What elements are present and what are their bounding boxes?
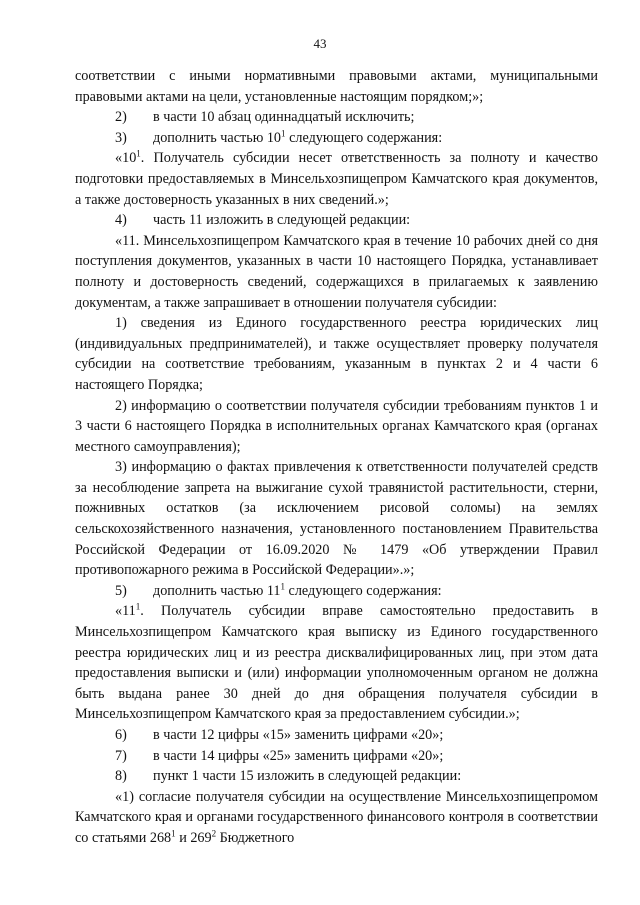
- superscript: 1: [135, 601, 141, 612]
- text-run: . Получатель субсидии несет ответственность за полноту и качество подготовки предоставляемых в Минсельхозпищепром Камчатского края документов, а также достоверность указанных в них сведений.»;: [75, 150, 598, 208]
- list-item-text: [153, 128, 598, 149]
- superscript: 1: [171, 828, 176, 839]
- paragraph: [75, 457, 598, 581]
- list-item-text: [153, 725, 598, 746]
- list-item-text: [153, 107, 598, 128]
- list-item: [75, 746, 598, 767]
- paragraph: [75, 313, 598, 395]
- text-run: следующего содержания:: [285, 129, 443, 146]
- paragraph: [75, 148, 598, 210]
- paragraph: [75, 787, 598, 849]
- list-item-text: [153, 746, 598, 767]
- list-item-number: 6): [115, 727, 127, 743]
- page-number: 43: [313, 36, 327, 51]
- list-item-text: [153, 581, 598, 602]
- text-run: часть 11 изложить в следующей редакции:: [153, 212, 411, 229]
- text-run: Бюджетного: [216, 829, 295, 846]
- text-run: следующего содержания:: [285, 582, 442, 599]
- list-item: [75, 766, 598, 787]
- list-item-number: 2): [115, 109, 127, 126]
- text-run: . Получатель субсидии вправе самостоятельно предоставить в Минсельхозпищепром Камчатского края выписку из Единого государственного реестра юридических лиц и из реестра дисквалифицированных лиц, при этом дата предоставления выписки и (или) информации уполномоченным органом не должна быть выдана ранее 30 дней до дня обращения получателя субсидии в Минсельхозпищепром Камчатского края за предоставлением субсидии.»;: [75, 603, 598, 723]
- list-item: [75, 128, 598, 149]
- list-item: [75, 725, 598, 746]
- list-item-number: 4): [115, 212, 127, 229]
- list-item-number: 5): [115, 582, 127, 599]
- list-item-number: 8): [115, 768, 127, 785]
- list-item-text: [153, 210, 598, 231]
- paragraph: [75, 601, 598, 725]
- list-item: [75, 210, 598, 231]
- text-run: дополнить частью 10: [153, 129, 282, 146]
- superscript: 1: [281, 128, 286, 139]
- text-run: «10: [115, 150, 137, 167]
- superscript: 1: [136, 148, 141, 159]
- text-run: в части 12 цифры «15» заменить цифрами «20»;: [153, 727, 444, 743]
- superscript: 1: [280, 581, 285, 592]
- superscript: 2: [211, 828, 217, 839]
- list-item-number: 7): [115, 747, 127, 764]
- document-body: [75, 66, 598, 849]
- text-run: соответствии с иными нормативными правовыми актами, муниципальными правовыми актами на цели, установленные настоящим порядком;»;: [75, 68, 598, 105]
- text-run: «11. Минсельхозпищепром Камчатского края в течение 10 рабочих дней со дня поступления документов, указанных в части 10 настоящего Порядка, устанавливает полноту и достоверность сведений, содержащихся в прилагаемых к заявлению документам, а также запрашивает в отношении получателя субсидии:: [75, 232, 598, 311]
- text-run: в части 10 абзац одиннадцатый исключить;: [153, 109, 415, 126]
- text-run: 1) сведения из Единого государственного реестра юридических лиц (индивидуальных предпринимателей), и также осуществляет проверку получателя субсидии на соответствие требованиям, указанным в пунктах 2 и 4 части 6 настоящего Порядка;: [75, 315, 598, 393]
- text-run: и 269: [175, 829, 212, 846]
- list-item-number: 3): [115, 129, 127, 146]
- text-run: 2) информацию о соответствии получателя субсидии требованиям пунктов 1 и 3 части 6 настоящего Порядка в исполнительных органах Камчатского края (органах местного самоуправления);: [75, 397, 598, 455]
- paragraph: [75, 66, 598, 107]
- text-run: пункт 1 части 15 изложить в следующей редакции:: [153, 768, 462, 785]
- text-run: «1) согласие получателя субсидии на осуществление Минсельхозпищепромом Камчатского края и органами государственного финансового контроля в соответствии со статьями 268: [75, 788, 598, 846]
- text-run: «11: [115, 603, 136, 620]
- list-item-text: [153, 766, 598, 787]
- paragraph: [75, 231, 598, 313]
- paragraph: [75, 396, 598, 458]
- text-run: дополнить частью 11: [153, 582, 281, 599]
- list-item: [75, 581, 598, 602]
- list-item: [75, 107, 598, 128]
- text-run: в части 14 цифры «25» заменить цифрами «20»;: [153, 747, 444, 764]
- text-run: 3) информацию о фактах привлечения к ответственности получателей средств за несоблюдение запрета на выжигание сухой травянистой растительности, стерни, пожнивных остатков (за исключением рисовой соломы) на землях сельскохозяйственного назначения, установленного постановлением Правительства Российской Федерации от 16.09.2020 № 1479 «Об утверждении Правил противопожарного режима в Российской Федерации».»;: [75, 459, 598, 579]
